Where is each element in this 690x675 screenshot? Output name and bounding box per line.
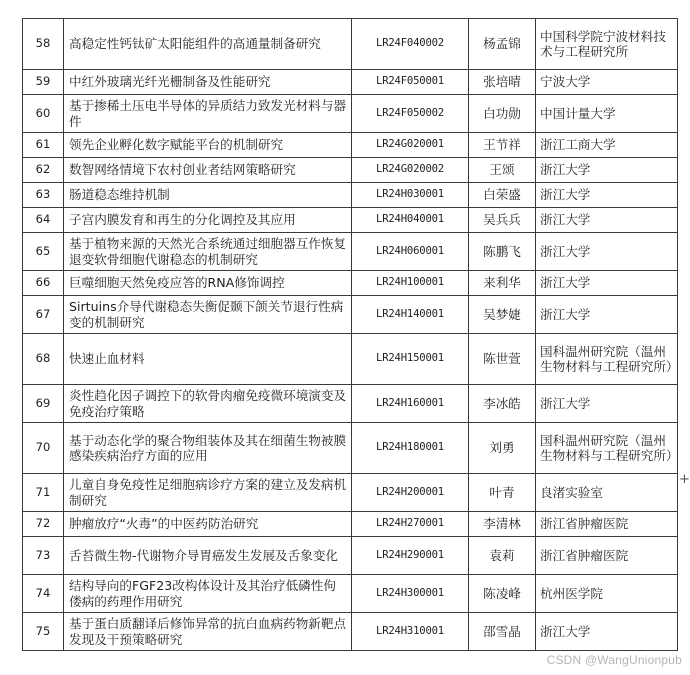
project-code-cell: LR24H290001 — [352, 537, 469, 575]
institution-cell: 国科温州研究院（温州生物材料与工程研究所） — [536, 334, 678, 385]
project-code-cell: LR24G020001 — [352, 133, 469, 158]
row-number-cell: 64 — [23, 208, 64, 233]
institution-cell: 国科温州研究院（温州生物材料与工程研究所） — [536, 423, 678, 474]
row-number-cell: 69 — [23, 385, 64, 423]
table-row — [23, 537, 678, 575]
row-number-cell: 74 — [23, 575, 64, 613]
project-code-cell: LR24H150001 — [352, 334, 469, 385]
project-code-cell: LR24G020002 — [352, 158, 469, 183]
project-title-cell: 基于植物来源的天然光合系统通过细胞器互作恢复退变软骨细胞代谢稳态的机制研究 — [64, 233, 352, 271]
principal-name-cell: 张培晴 — [469, 70, 536, 95]
table-row — [23, 575, 678, 613]
row-number-cell: 71 — [23, 474, 64, 512]
project-title-cell: 肠道稳态维持机制 — [64, 183, 352, 208]
table-row — [23, 613, 678, 651]
row-number-cell: 66 — [23, 271, 64, 296]
principal-name-cell: 王节祥 — [469, 133, 536, 158]
project-title-cell: 基于蛋白质翻译后修饰异常的抗白血病药物新靶点发现及干预策略研究 — [64, 613, 352, 651]
project-title-cell: 数智网络情境下农村创业者结网策略研究 — [64, 158, 352, 183]
table-row — [23, 158, 678, 183]
institution-cell: 浙江大学 — [536, 183, 678, 208]
project-title-cell: 炎性趋化因子调控下的软骨肉瘤免疫微环境演变及免疫治疗策略 — [64, 385, 352, 423]
principal-name-cell: 刘勇 — [469, 423, 536, 474]
institution-cell: 宁波大学 — [536, 70, 678, 95]
project-table — [22, 18, 678, 651]
project-title-cell: 中红外玻璃光纤光栅制备及性能研究 — [64, 70, 352, 95]
principal-name-cell: 白功勋 — [469, 95, 536, 133]
institution-cell: 浙江大学 — [536, 158, 678, 183]
row-number-cell: 61 — [23, 133, 64, 158]
project-code-cell: LR24F050001 — [352, 70, 469, 95]
principal-name-cell: 李冰皓 — [469, 385, 536, 423]
principal-name-cell: 白荣盛 — [469, 183, 536, 208]
project-title-cell: 儿童自身免疫性足细胞病诊疗方案的建立及发病机制研究 — [64, 474, 352, 512]
row-number-cell: 62 — [23, 158, 64, 183]
table-row — [23, 183, 678, 208]
row-number-cell: 72 — [23, 512, 64, 537]
project-code-cell: LR24H140001 — [352, 296, 469, 334]
table-row — [23, 296, 678, 334]
watermark: CSDN @WangUnionpub — [546, 653, 682, 667]
institution-cell: 浙江工商大学 — [536, 133, 678, 158]
institution-cell: 杭州医学院 — [536, 575, 678, 613]
project-title-cell: 领先企业孵化数字赋能平台的机制研究 — [64, 133, 352, 158]
project-code-cell: LR24H180001 — [352, 423, 469, 474]
project-code-cell: LR24H030001 — [352, 183, 469, 208]
project-title-cell: 基于掺稀土压电半导体的异质结力致发光材料与器件 — [64, 95, 352, 133]
institution-cell: 浙江大学 — [536, 233, 678, 271]
project-code-cell: LR24H060001 — [352, 233, 469, 271]
project-title-cell: 高稳定性钙钛矿太阳能组件的高通量制备研究 — [64, 19, 352, 70]
principal-name-cell: 陈鹏飞 — [469, 233, 536, 271]
row-number-cell: 67 — [23, 296, 64, 334]
principal-name-cell: 吴兵兵 — [469, 208, 536, 233]
project-title-cell: 基于动态化学的聚合物组装体及其在细菌生物被膜感染疾病治疗方面的应用 — [64, 423, 352, 474]
table-row — [23, 512, 678, 537]
table-row — [23, 208, 678, 233]
institution-cell: 浙江大学 — [536, 271, 678, 296]
project-title-cell: 快速止血材料 — [64, 334, 352, 385]
row-number-cell: 70 — [23, 423, 64, 474]
principal-name-cell: 王颂 — [469, 158, 536, 183]
principal-name-cell: 陈凌峰 — [469, 575, 536, 613]
table-row — [23, 233, 678, 271]
table-row — [23, 474, 678, 512]
principal-name-cell: 杨孟锦 — [469, 19, 536, 70]
project-table-body — [23, 19, 678, 651]
row-number-cell: 75 — [23, 613, 64, 651]
principal-name-cell: 来利华 — [469, 271, 536, 296]
institution-cell: 中国计量大学 — [536, 95, 678, 133]
project-code-cell: LR24H270001 — [352, 512, 469, 537]
principal-name-cell: 叶青 — [469, 474, 536, 512]
principal-name-cell: 邵雪晶 — [469, 613, 536, 651]
project-title-cell: 结构导向的FGF23改构体设计及其治疗低磷性佝偻病的药理作用研究 — [64, 575, 352, 613]
project-code-cell: LR24H310001 — [352, 613, 469, 651]
project-code-cell: LR24F040002 — [352, 19, 469, 70]
project-title-cell: 巨噬细胞天然免疫应答的RNA修饰调控 — [64, 271, 352, 296]
institution-cell: 浙江大学 — [536, 296, 678, 334]
project-title-cell: Sirtuins介导代谢稳态失衡促颞下颌关节退行性病变的机制研究 — [64, 296, 352, 334]
table-row — [23, 423, 678, 474]
row-number-cell: 65 — [23, 233, 64, 271]
institution-cell: 浙江省肿瘤医院 — [536, 537, 678, 575]
institution-cell: 浙江大学 — [536, 613, 678, 651]
institution-cell: 浙江大学 — [536, 208, 678, 233]
table-row — [23, 70, 678, 95]
table-row — [23, 334, 678, 385]
principal-name-cell: 李清林 — [469, 512, 536, 537]
table-row — [23, 271, 678, 296]
principal-name-cell: 袁莉 — [469, 537, 536, 575]
project-code-cell: LR24F050002 — [352, 95, 469, 133]
project-title-cell: 肿瘤放疗“火毒”的中医药防治研究 — [64, 512, 352, 537]
table-row — [23, 385, 678, 423]
row-number-cell: 59 — [23, 70, 64, 95]
page-marker: + — [679, 472, 690, 487]
project-title-cell: 舌苔微生物-代谢物介导胃癌发生发展及舌象变化 — [64, 537, 352, 575]
row-number-cell: 68 — [23, 334, 64, 385]
project-code-cell: LR24H100001 — [352, 271, 469, 296]
institution-cell: 良渚实验室 — [536, 474, 678, 512]
institution-cell: 浙江大学 — [536, 385, 678, 423]
institution-cell: 浙江省肿瘤医院 — [536, 512, 678, 537]
principal-name-cell: 陈世萱 — [469, 334, 536, 385]
row-number-cell: 60 — [23, 95, 64, 133]
principal-name-cell: 吴梦婕 — [469, 296, 536, 334]
project-code-cell: LR24H160001 — [352, 385, 469, 423]
table-row — [23, 95, 678, 133]
row-number-cell: 73 — [23, 537, 64, 575]
project-code-cell: LR24H040001 — [352, 208, 469, 233]
project-title-cell: 子宫内膜发育和再生的分化调控及其应用 — [64, 208, 352, 233]
table-row — [23, 19, 678, 70]
project-code-cell: LR24H200001 — [352, 474, 469, 512]
project-code-cell: LR24H300001 — [352, 575, 469, 613]
table-row — [23, 133, 678, 158]
institution-cell: 中国科学院宁波材料技术与工程研究所 — [536, 19, 678, 70]
row-number-cell: 63 — [23, 183, 64, 208]
row-number-cell: 58 — [23, 19, 64, 70]
